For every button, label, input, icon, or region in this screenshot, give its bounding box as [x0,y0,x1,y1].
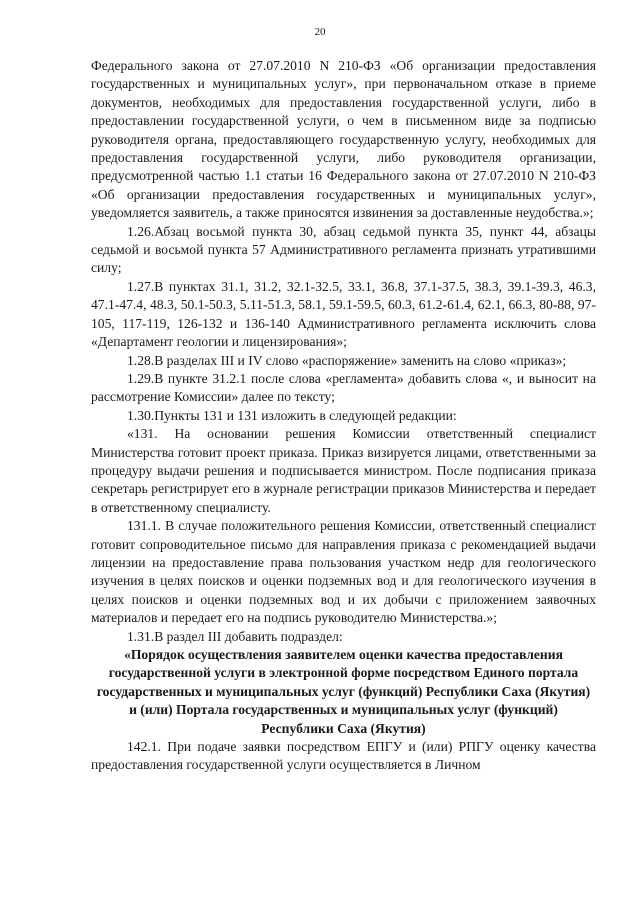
paragraph-1-29: 1.29.В пункте 31.2.1 после слова «регламента» добавить слова «, и выносит на рассмотрение Комиссии» далее по тексту; [91,370,596,405]
document-body [91,57,596,775]
paragraph-continuation: Федерального закона от 27.07.2010 N 210-ФЗ «Об организации предоставления государственных и муниципальных услуг», при первоначальном отказе в приеме документов, необходимых для предоставления государственной услуги, либо в предоставлении государственной услуги, о чем в письменном виде за подписью руководителя органа, предоставляющего государственную услугу, необходимых для предоставления государственной услуги, либо руководителя организации, предусмотренной частью 1.1 статьи 16 Федерального закона от 27.07.2010 N 210-ФЗ «Об организации предоставления государственных и муниципальных услуг», уведомляется заявитель, а также приносятся извинения за доставленные неудобства.»; [91,58,596,221]
paragraph-131-1: 131.1. В случае положительного решения Комиссии, ответственный специалист готовит сопроводительное письмо для направления приказа с рекомендацией выдачи лицензии на предоставление права пользования участком недр для геологического изучения в целях поисков и оценки подземных вод и для геологического изучения в целях поисков и оценки подземных вод и их добычи с приложением заявочных материалов и передает его на подпись руководителю Министерства.»; [91,518,596,626]
page-number: 20 [314,26,326,38]
paragraph-1-26: 1.26.Абзац восьмой пункта 30, абзац седьмой пункта 35, пункт 44, абзацы седьмой и восьмой пункта 57 Административного регламента признать утратившими силу; [91,223,596,276]
section-heading: «Порядок осуществления заявителем оценки качества предоставления государственной услуги в электронной форме посредством Единого портала государственных и муниципальных услуг (функций) Республики Саха (Якутия) и (или) Портала государственных и муниципальных услуг (функций) Республики Саха (Якутия) [96,647,591,736]
paragraph-1-27: 1.27.В пунктах 31.1, 31.2, 32.1-32.5, 33.1, 36.8, 37.1-37.5, 38.3, 39.1-39.3, 46.3, 47.1-47.4, 48.3, 50.1-50.3, 5.11-51.3, 58.1, 59.1-59.5, 60.3, 61.2-61.4, 62.1, 66.3, 80-88, 97-105, 117-119, 126-132 и 136-140 Административного регламента исключить слова «Департамент геологии и лицензирования»; [91,278,596,350]
paragraph-1-30: 1.30.Пункты 131 и 131 изложить в следующей редакции: [127,407,457,423]
paragraph-131: «131. На основании решения Комиссии ответственный специалист Министерства готовит проект приказа. Приказ визируется лицами, ответственными за процедуру выдачи решения и подписывается министром. После подписания приказа секретарь регистрирует его в журнале регистрации приказов Министерства и передает в ответственному специалисту. [91,426,596,515]
paragraph-1-28: 1.28.В разделах III и IV слово «распоряжение» заменить на слово «приказ»; [127,352,567,368]
paragraph-1-31: 1.31.В раздел III добавить подраздел: [127,628,343,644]
paragraph-142-1: 142.1. При подаче заявки посредством ЕПГУ и (или) РПГУ оценку качества предоставления государственной услуги осуществляется в Личном [91,739,596,773]
